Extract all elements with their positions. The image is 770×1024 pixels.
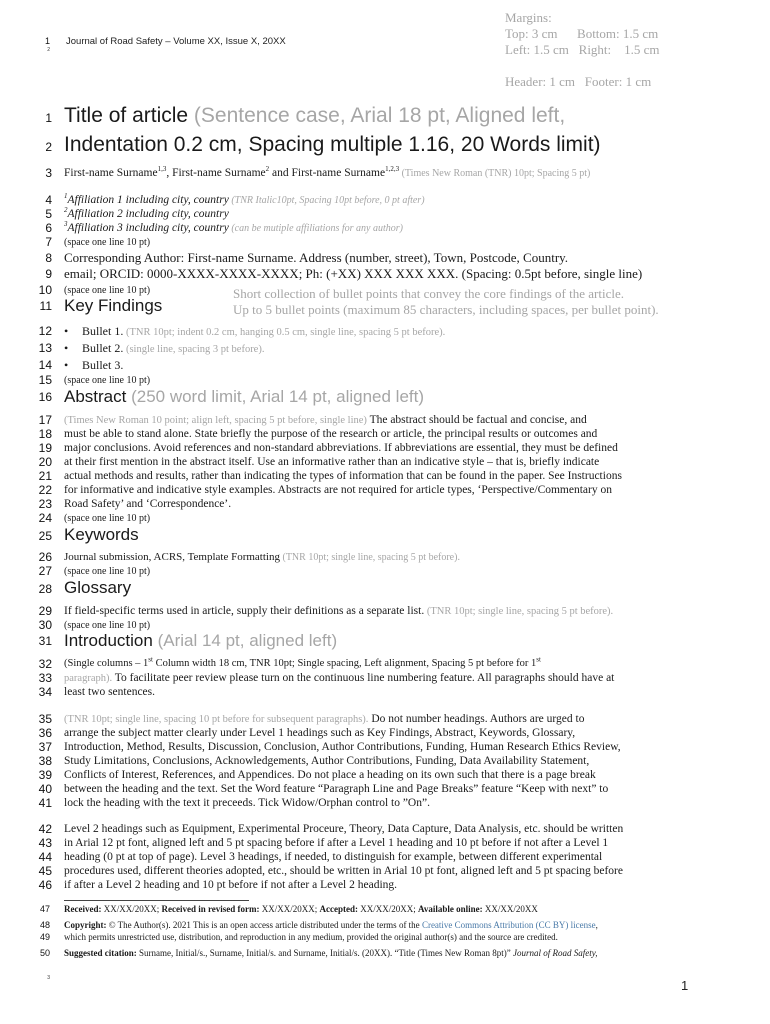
line-number: 17 [38,413,52,427]
abstract-line: actual methods and results, rather than indicating the types of information that can be found in the paper. See Instructions [64,470,622,482]
affiliation-text: Affiliation 2 including city, country [67,208,229,220]
line-number: 34 [38,685,52,699]
footnote-label: Suggested citation: [64,948,137,958]
abstract-format-note: (Times New Roman 10 point; align left, spacing 5 pt before, single line) [64,415,367,426]
intro-format-note-sup: st [148,655,153,664]
bullet-format-note: (single line, spacing 3 pt before). [123,344,265,355]
line-number: 50 [39,948,50,958]
author-name: , First-name Surname [166,167,266,179]
line-number: 13 [38,341,52,355]
affiliation-text: Affiliation 1 including city, country [67,194,229,206]
margins-note [505,10,660,90]
heading-format-note: (250 word limit, Arial 14 pt, aligned left) [126,387,425,406]
line-number: 24 [38,511,52,525]
line-number: 9 [45,267,52,281]
abstract-line: at their first mention in the abstract itself. Use an informative rather than an indicative style – that is, briefly indicate [64,456,600,468]
line-number: 33 [38,671,52,685]
keywords-text: Journal submission, ACRS, Template Formatting [64,551,280,563]
key-finding-bullet [82,341,264,357]
intro-line: lock the heading with the text it preceeds. Tick Widow/Orphan control to ”On”. [64,797,430,809]
abstract-line: major conclusions. Avoid references and non-standard abbreviations. If abbreviations are essential, they must be defined [64,442,618,454]
author-name: First-name Surname [64,167,158,179]
intro-format-note-text: paragraph). [64,673,113,684]
margins-note-line: Header: 1 cm Footer: 1 cm [505,74,652,89]
intro-format-note-text: (Single columns – 1 [64,658,149,669]
glossary-text: If field-specific terms used in article, supply their definitions as a separate list. [64,605,425,617]
line-number: 36 [38,726,52,740]
abstract-line: must be able to stand alone. State briefly the purpose of the research or article, the principal results or outcomes and [64,428,598,440]
footnote-label: Received in revised form: [161,904,260,914]
corresponding-contact: email; ORCID: 0000-XXXX-XXXX-XXXX; Ph: (+XX) XXX XXX XXX. (Spacing: 0.5pt before, single line) [64,266,643,281]
line-number: 40 [38,782,52,796]
intro-line: Introduction, Method, Results, Discussion, Conclusion, Author Contributions, Funding, Human Research Ethics Review, [64,741,621,753]
intro-line: if after a Level 2 heading and 10 pt before if not after a Level 2 heading. [64,879,398,891]
page-number: 1 [681,978,689,993]
intro-line [64,712,584,727]
affiliation [64,221,403,236]
line-number: 22 [38,483,52,497]
line-number: 30 [38,618,52,632]
footnote-label: Copyright: [64,920,107,930]
corresponding-author: Corresponding Author: First-name Surname. Address (number, street), Town, Postcode, Country. [64,250,569,265]
bullet-dot: • [64,341,69,355]
line-number: 6 [45,221,52,235]
line-number: 32 [38,657,52,671]
line-number: 12 [38,324,52,338]
line-number: 29 [38,604,52,618]
line-number: 37 [38,740,52,754]
line-number: 27 [38,564,52,578]
bullet-dot: • [64,324,69,338]
line-number: 16 [38,390,52,404]
heading-introduction-text: Introduction [64,631,153,650]
footnote-text: XX/XX/20XX [482,904,538,914]
heading-abstract [64,387,424,407]
line-number: 41 [38,796,52,810]
line-number: 10 [38,283,52,297]
affiliation-format-note: (TNR Italic10pt, Spacing 10pt before, 0 pt after) [228,195,425,206]
footnote-journal: Journal of Road Safety, [513,948,598,958]
glossary-line [64,604,613,619]
copyright-footnote [64,919,598,931]
footnote-text: XX/XX/20XX; [259,904,320,914]
abstract-line: Road Safety’ and ‘Correspondence’. [64,498,232,510]
copyright-footnote-line2: which permits unrestricted use, distribution, and reproduction in any medium, provided the original author(s) and the source are credited. [64,932,558,942]
line-number: 14 [38,358,52,372]
author-superscript: 1,2,3 [385,165,400,174]
space-line-note: (space one line 10 pt) [64,375,151,386]
bullet-text: Bullet 3. [82,358,124,372]
line-number: 45 [38,864,52,878]
intro-line: heading (0 pt at top of page). Level 3 headings, if needed, to distinguish for example, between different experimental [64,851,603,863]
intro-line: least two sentences. [64,686,156,698]
line-number: 8 [45,251,52,265]
space-line-note: (space one line 10 pt) [64,566,151,577]
line-number: 2 [47,47,50,53]
heading-key-findings: Key Findings [64,296,163,315]
line-number: 18 [38,427,52,441]
affiliation-superscript: 3 [64,220,68,229]
bullet-text: Bullet 1. [82,324,124,338]
bullet-format-note: (TNR 10pt; indent 0.2 cm, hanging 0.5 cm, single line, spacing 5 pt before). [123,327,446,338]
line-number: 7 [45,235,52,249]
intro-text: To facilitate peer review please turn on the continuous line numbering feature. All paragraphs should have at [112,672,615,684]
affiliation [64,193,425,208]
heading-glossary: Glossary [64,578,132,597]
author-superscript: 2 [265,165,270,174]
intro-text: Do not number headings. Authors are urged to [368,713,585,725]
title-format-note-line2: Indentation 0.2 cm, Spacing multiple 1.16, 20 Words limit) [64,133,601,156]
line-number: 38 [38,754,52,768]
title-format-note: (Sentence case, Arial 18 pt, Aligned left, [188,104,566,127]
affiliation-text: Affiliation 3 including city, country [67,222,229,234]
line-number: 11 [39,299,52,313]
heading-keywords: Keywords [64,525,139,544]
author-name: and First-name Surname [269,167,386,179]
margins-note-line: Top: 3 cm Bottom: 1.5 cm [505,26,659,41]
footnote-text: Surname, Initial/s., Surname, Initial/s. and Surname, Initial/s. (20XX). “Title (Times New Roman 8pt)” [136,948,514,958]
line-number: 23 [38,497,52,511]
line-number: 21 [38,469,52,483]
license-link[interactable]: Creative Commons Attribution (CC BY) license [421,920,596,930]
line-number: 2 [45,140,52,154]
line-number: 25 [38,529,52,543]
space-line-note: (space one line 10 pt) [64,513,151,524]
affiliation-superscript: 1 [64,192,68,201]
line-number: 15 [38,373,52,387]
key-finding-bullet [82,324,445,340]
glossary-format-note: (TNR 10pt; single line, spacing 5 pt before). [424,606,614,617]
line-number: 3 [45,166,52,180]
affiliation-format-note: (can be mutiple affiliations for any author) [228,223,403,234]
line-number: 26 [38,550,52,564]
key-findings-note: Up to 5 bullet points (maximum 85 characters, including spaces, per bullet point). [233,302,659,317]
footnote-text: © The Author(s). 2021 This is an open access article distributed under the terms of the [106,920,422,930]
line-number: 31 [38,634,52,648]
footnote-separator [64,900,249,901]
footnote-text: XX/XX/20XX; [358,904,419,914]
intro-line: Conflicts of Interest, References, and Appendices. Do not place a heading on its own such that there is a page break [64,769,596,781]
line-number: 35 [38,712,52,726]
space-line-note: (space one line 10 pt) [64,620,151,631]
intro-line: Level 2 headings such as Equipment, Experimental Proceure, Theory, Data Capture, Data Analysis, etc. should be written [64,823,624,835]
line-number: 3 [47,975,50,981]
intro-line: procedures used, different theories adopted, etc., should be written in Arial 10 pt font, aligned left and 5 pt spacing before [64,865,623,877]
footnote-label: Received: [64,904,102,914]
line-number: 47 [39,904,50,914]
authors-format-note: (Times New Roman (TNR) 10pt; Spacing 5 pt) [399,168,591,179]
key-findings-note: Short collection of bullet points that convey the core findings of the article. [233,286,624,301]
line-number: 1 [44,36,50,46]
heading-format-note: (Arial 14 pt, aligned left) [152,631,338,650]
space-line-note: (space one line 10 pt) [64,285,151,296]
line-number: 5 [45,207,52,221]
affiliation-superscript: 2 [64,206,68,215]
intro-format-note-sup: st [536,655,541,664]
line-number: 44 [38,850,52,864]
heading-introduction [64,631,337,651]
footnote-text: XX/XX/20XX; [101,904,162,914]
abstract-line [64,413,587,428]
heading-abstract-text: Abstract [64,387,127,406]
intro-line [64,671,614,686]
margins-note-line: Left: 1.5 cm Right: 1.5 cm [505,42,660,57]
footnote-label: Accepted: [319,904,359,914]
intro-line: between the heading and the text. Set the Word feature “Paragraph Line and Page Breaks” feature “Keep with next” to [64,783,609,795]
line-number: 43 [38,836,52,850]
margins-note-line: Margins: [505,10,552,25]
bullet-dot: • [64,358,69,372]
line-number: 19 [38,441,52,455]
key-finding-bullet [82,358,123,372]
author-superscript: 1,3 [157,165,167,174]
line-number: 48 [39,920,50,930]
space-line-note: (space one line 10 pt) [64,237,151,248]
line-number: 1 [45,111,52,125]
line-number: 49 [39,932,50,942]
affiliation [64,207,229,221]
title-main: Title of article [64,104,189,127]
dates-footnote [64,903,538,915]
abstract-line: for informative and indicative style examples. Abstracts are not required for article types, ‘Perspective/Commentary on [64,484,612,496]
citation-footnote [64,947,598,959]
intro-format-note [64,657,541,671]
line-number: 42 [38,822,52,836]
intro-line: arrange the subject matter clearly under Level 1 headings such as Key Findings, Abstract, Keywords, Glossary, [64,727,576,739]
line-number: 46 [38,878,52,892]
author-list [64,166,590,181]
bullet-text: Bullet 2. [82,341,124,355]
line-number: 20 [38,455,52,469]
keywords-format-note: (TNR 10pt; single line, spacing 5 pt before). [279,552,460,563]
journal-header: Journal of Road Safety – Volume XX, Issue X, 20XX [66,36,286,47]
intro-format-note-text: Column width 18 cm, TNR 10pt; Single spacing, Left alignment, Spacing 5 pt before for 1 [152,658,537,669]
footnote-text: , [595,920,598,930]
keywords-line [64,550,460,565]
intro-line: in Arial 12 pt font, aligned left and 5 pt spacing before if after a Level 1 heading and 10 pt before if not after a Level 1 [64,837,609,849]
intro-format-note-text: (TNR 10pt; single line, spacing 10 pt before for subsequent paragraphs). [64,714,369,725]
line-number: 39 [38,768,52,782]
footnote-label: Available online: [418,904,483,914]
intro-line: Study Limitations, Conclusions, Acknowledgements, Author Contributions, Funding, Data Availability Statement, [64,755,590,767]
abstract-text: The abstract should be factual and concise, and [366,414,587,426]
line-number: 28 [38,582,52,596]
line-number: 4 [45,193,52,207]
margins-note-line [505,58,660,74]
article-title [64,103,565,129]
